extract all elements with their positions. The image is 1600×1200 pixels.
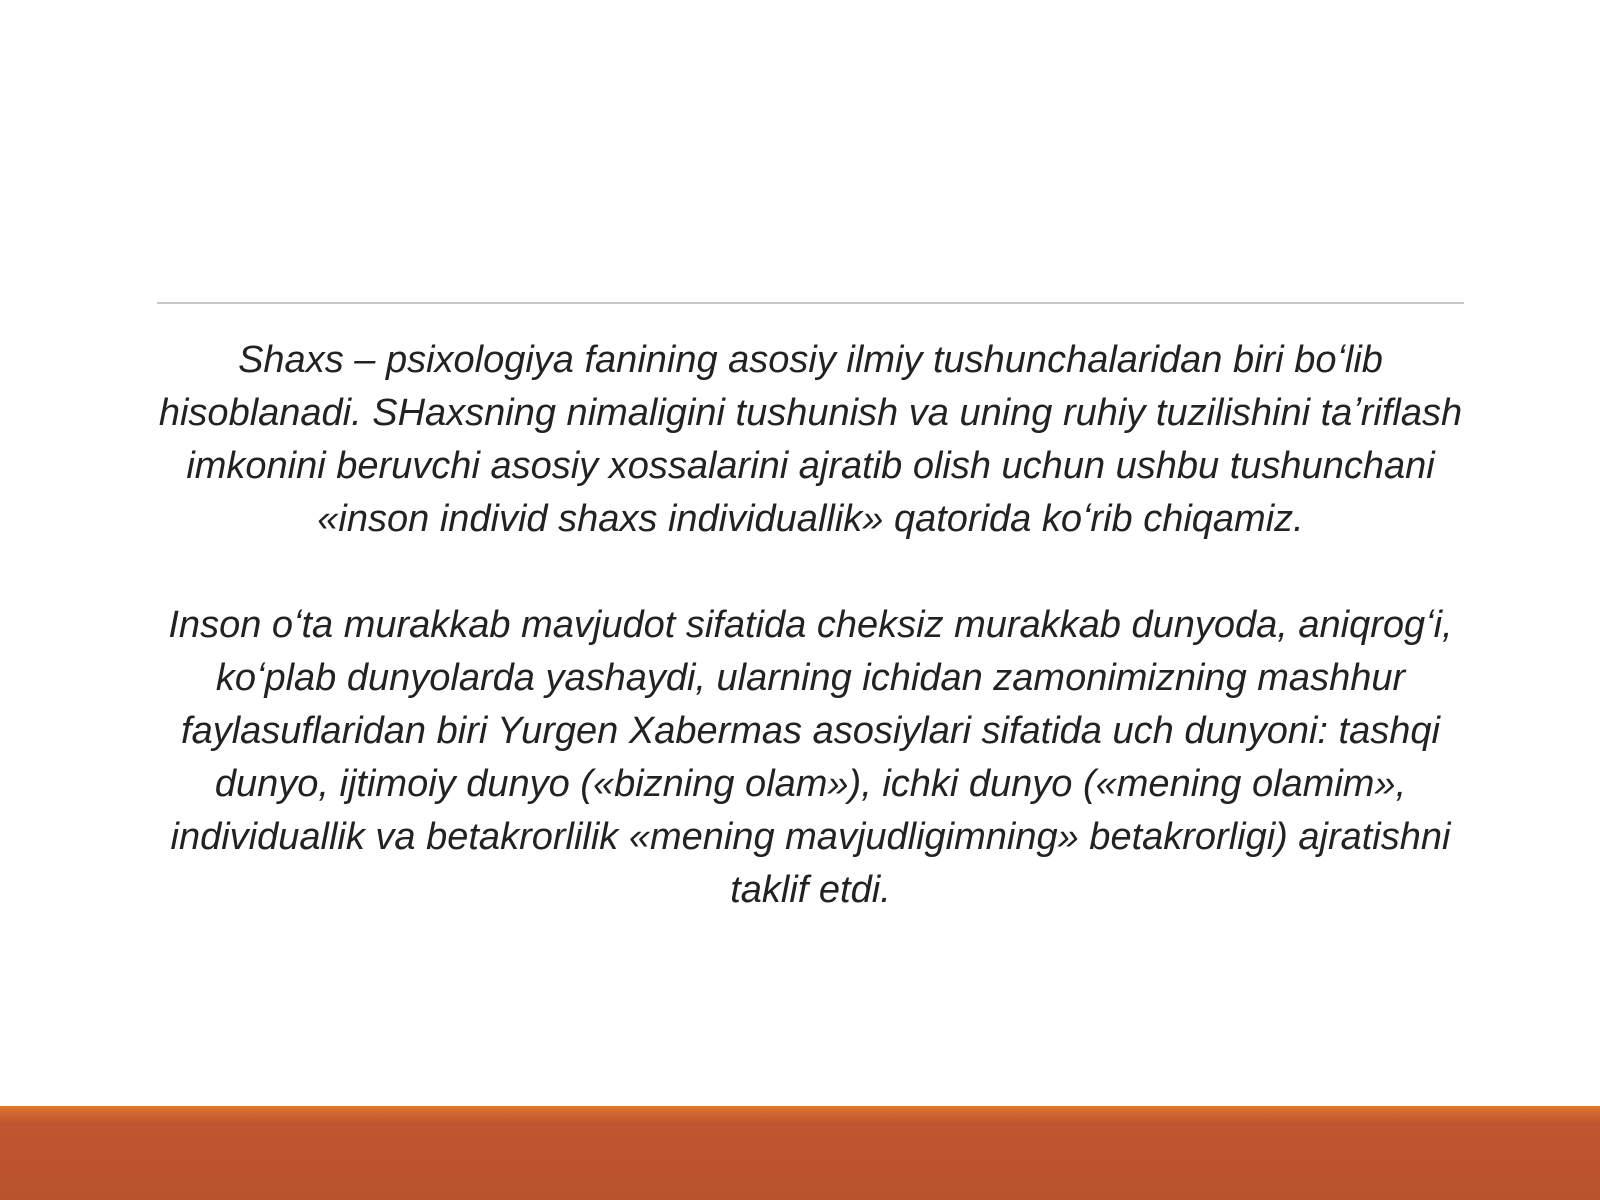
title-divider-line xyxy=(157,302,1464,304)
footer-accent-bar xyxy=(0,1106,1600,1200)
paragraph-shaxs-definition: Shaxs – psixologiya fanining asosiy ilmiy tushunchalaridan biri boʻlib hisoblanadi. SHaxsning nimaligini tushunish va uning ruhiy tuzilishini taʼriflash imkonini beruvchi asosiy xossalarini ajratib olish uchun ushbu tushunchani «inson individ shaxs individuallik» qatorida koʻrib chiqamiz. xyxy=(158,339,1463,540)
paragraph-spacer xyxy=(157,546,1464,599)
slide-body xyxy=(157,334,1464,917)
paragraph-three-worlds: Inson oʻta murakkab mavjudot sifatida cheksiz murakkab dunyoda, aniqrogʻi, koʻplab dunyolarda yashaydi, ularning ichidan zamonimizning mashhur faylasuflaridan biri Yurgen Xabermas asosiylari sifatida uch dunyoni: tashqi dunyo, ijtimoiy dunyo («bizning olam»), ichki dunyo («mening olamim», individuallik va betakrorlilik «mening mavjudligimning» betakrorligi) ajratishni taklif etdi. xyxy=(168,604,1453,911)
